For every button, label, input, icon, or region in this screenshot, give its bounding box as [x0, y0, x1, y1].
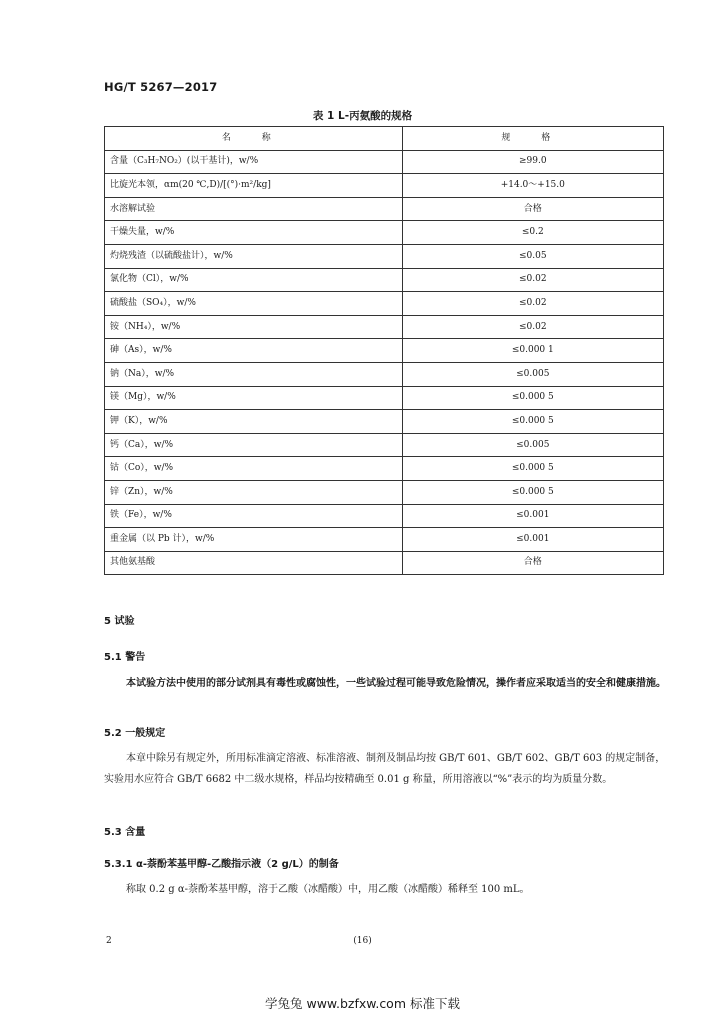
item-spec-cell: ≤0.001	[402, 504, 663, 528]
specification-table	[104, 126, 664, 575]
table-row	[105, 528, 664, 552]
item-spec-cell: ≤0.02	[402, 268, 663, 292]
table-row	[105, 551, 664, 575]
item-name-cell: 灼烧残渣（以硫酸盐计），w/%	[105, 244, 403, 268]
table-row	[105, 362, 664, 386]
section-heading-5: 5 试验	[104, 616, 135, 627]
table-row	[105, 268, 664, 292]
table-row	[105, 174, 664, 198]
table-row	[105, 480, 664, 504]
item-spec-cell: ≤0.02	[402, 292, 663, 316]
watermark-text: 学兔兔 www.bzfxw.com 标准下载	[265, 996, 460, 1011]
page-number: 2	[106, 936, 112, 946]
item-name-cell: 锌（Zn），w/%	[105, 480, 403, 504]
item-name-cell: 砷（As），w/%	[105, 339, 403, 363]
item-name-cell: 比旋光本领，αm(20 ℃,D)/[(°)·m²/kg]	[105, 174, 403, 198]
item-spec-cell: ≥99.0	[402, 150, 663, 174]
page-sequence: (16)	[353, 936, 372, 946]
section-heading-5-3-1: 5.3.1 α-萘酚苯基甲醇-乙酸指示液（2 g/L）的制备	[104, 859, 339, 870]
item-name-cell: 氯化物（Cl），w/%	[105, 268, 403, 292]
warning-paragraph: 本试验方法中使用的部分试剂具有毒性或腐蚀性，一些试验过程可能导致危险情况，操作者应采取适当的安全和健康措施。	[126, 678, 666, 689]
table-row	[105, 292, 664, 316]
item-name-cell: 干燥失量，w/%	[105, 221, 403, 245]
indicator-preparation-paragraph: 称取 0.2 g α-萘酚苯基甲醇，溶于乙酸（冰醋酸）中，用乙酸（冰醋酸）稀释至 100 mL。	[126, 884, 530, 895]
item-name-cell: 钙（Ca），w/%	[105, 433, 403, 457]
item-spec-cell: ≤0.000 5	[402, 386, 663, 410]
table-row	[105, 315, 664, 339]
item-name-cell: 重金属（以 Pb 计），w/%	[105, 528, 403, 552]
section-heading-5-3: 5.3 含量	[104, 827, 146, 838]
item-spec-cell: 合格	[402, 197, 663, 221]
document-code: HG/T 5267—2017	[104, 80, 218, 94]
column-header-spec: 规 格	[402, 127, 663, 151]
section-heading-5-2: 5.2 一般规定	[104, 728, 166, 739]
table-row	[105, 504, 664, 528]
table-row	[105, 433, 664, 457]
table-row	[105, 221, 664, 245]
general-rules-paragraph: 本章中除另有规定外，所用标准滴定溶液、标准溶液、制剂及制品均按 GB/T 601、GB/T 602、GB/T 603 的规定制备，实验用水应符合 GB/T 6682 中二级水规格，样品均按精确至 0.01 g 称量，所用溶液以“%”表示的均为质量分数。	[104, 753, 666, 785]
table-header-row	[105, 127, 664, 151]
table-row	[105, 339, 664, 363]
table-row	[105, 244, 664, 268]
item-spec-cell: ≤0.000 1	[402, 339, 663, 363]
table-body	[105, 150, 664, 575]
item-spec-cell: ≤0.2	[402, 221, 663, 245]
item-name-cell: 铁（Fe），w/%	[105, 504, 403, 528]
item-spec-cell: +14.0～+15.0	[402, 174, 663, 198]
item-spec-cell: ≤0.001	[402, 528, 663, 552]
item-name-cell: 其他氨基酸	[105, 551, 403, 575]
item-spec-cell: 合格	[402, 551, 663, 575]
table-row	[105, 457, 664, 481]
item-name-cell: 钠（Na），w/%	[105, 362, 403, 386]
table-row	[105, 410, 664, 434]
item-name-cell: 钾（K），w/%	[105, 410, 403, 434]
table-row	[105, 150, 664, 174]
item-name-cell: 含量（C₃H₇NO₂）(以干基计)，w/%	[105, 150, 403, 174]
item-name-cell: 镁（Mg），w/%	[105, 386, 403, 410]
item-spec-cell: ≤0.000 5	[402, 457, 663, 481]
item-spec-cell: ≤0.000 5	[402, 410, 663, 434]
item-spec-cell: ≤0.000 5	[402, 480, 663, 504]
section-heading-5-1: 5.1 警告	[104, 652, 146, 663]
item-spec-cell: ≤0.005	[402, 362, 663, 386]
item-spec-cell: ≤0.05	[402, 244, 663, 268]
item-name-cell: 铵（NH₄），w/%	[105, 315, 403, 339]
item-name-cell: 钴（Co），w/%	[105, 457, 403, 481]
item-spec-cell: ≤0.005	[402, 433, 663, 457]
table-row	[105, 197, 664, 221]
column-header-name: 名 称	[105, 127, 403, 151]
table-caption: 表 1 L-丙氨酸的规格	[312, 110, 413, 122]
item-name-cell: 水溶解试验	[105, 197, 403, 221]
item-spec-cell: ≤0.02	[402, 315, 663, 339]
table-row	[105, 386, 664, 410]
item-name-cell: 硫酸盐（SO₄），w/%	[105, 292, 403, 316]
